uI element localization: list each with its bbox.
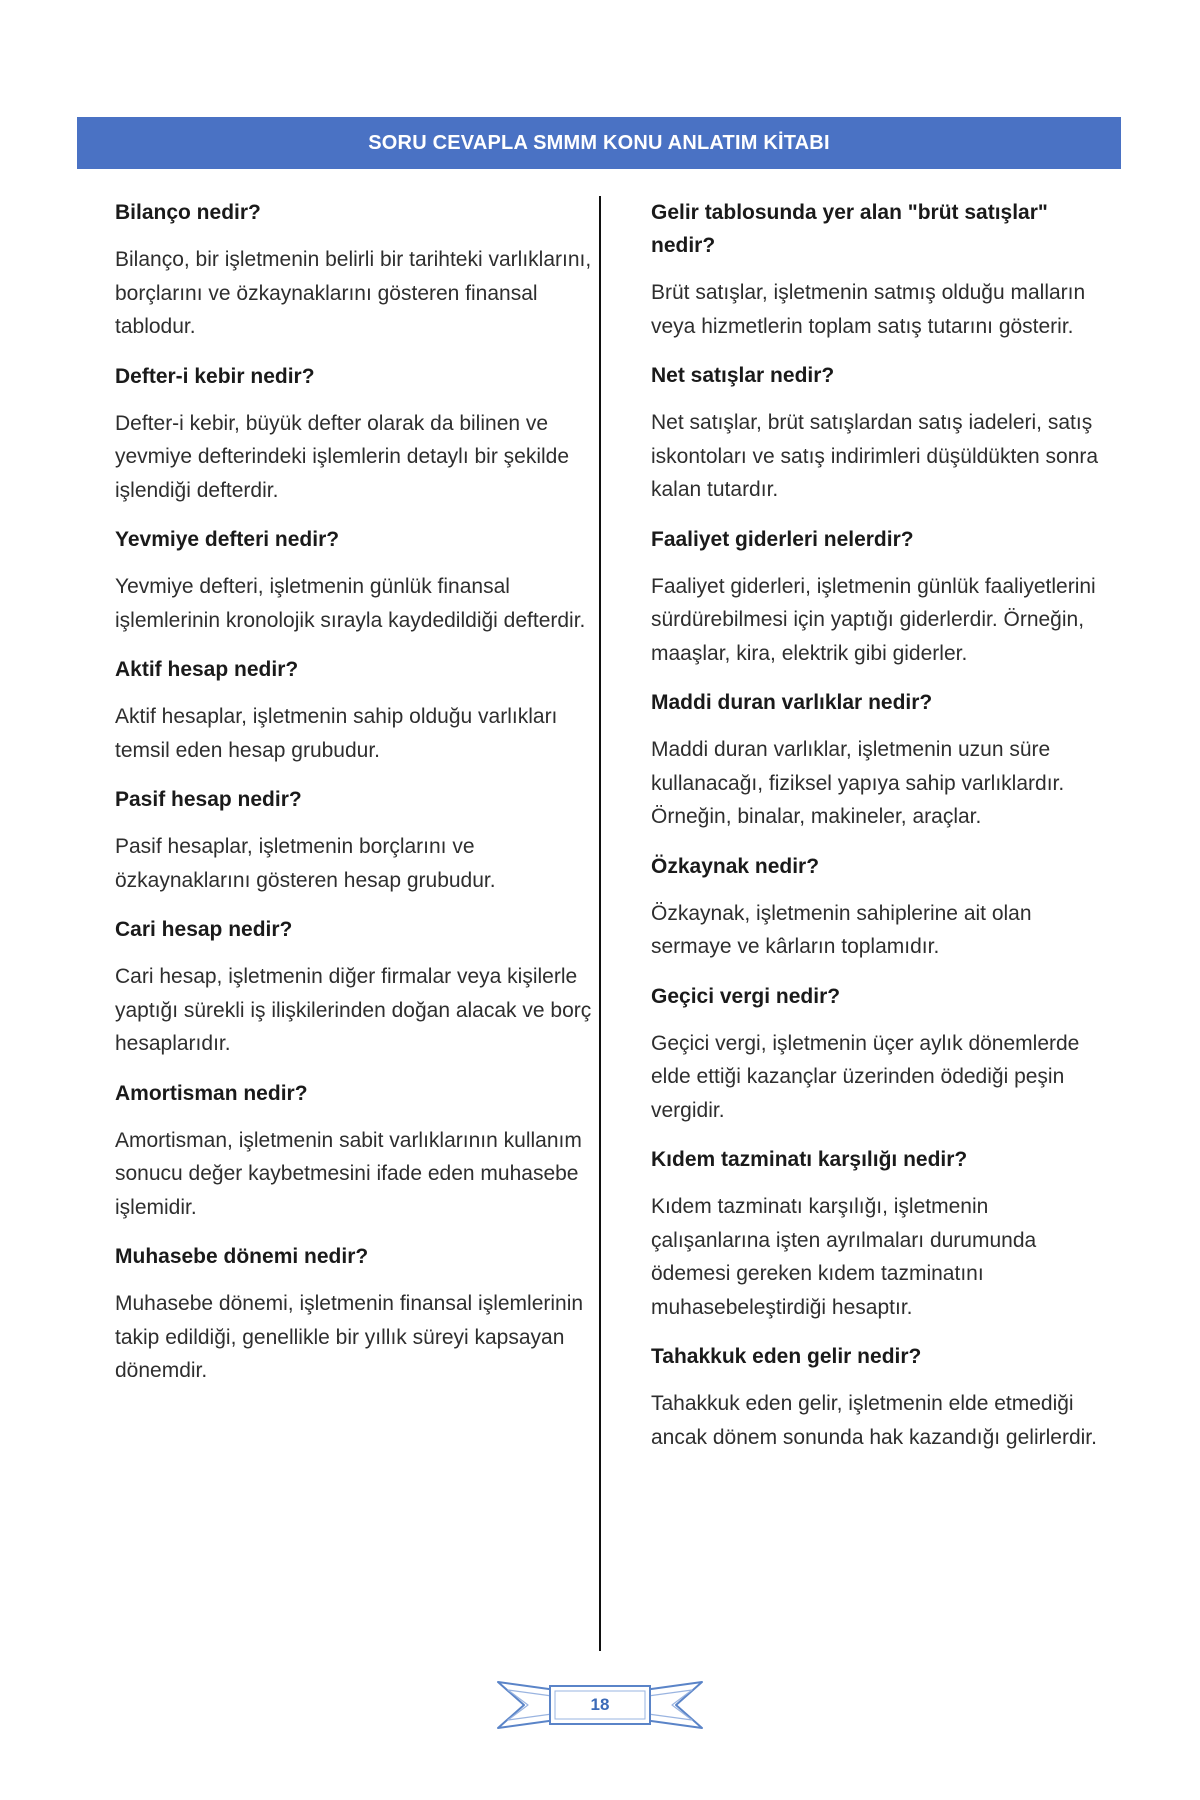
- answer-text: Özkaynak, işletmenin sahiplerine ait olan sermaye ve kârların toplamıdır.: [651, 901, 1032, 958]
- page-number-ribbon: [494, 1670, 706, 1736]
- qa-item: [651, 196, 1111, 343]
- answer-text: Cari hesap, işletmenin diğer firmalar veya kişilerle yaptığı sürekli iş ilişkilerinden doğan alacak ve borç hesaplarıdır.: [115, 965, 592, 1055]
- question-heading: Bilanço nedir?: [115, 201, 261, 224]
- question-heading: Cari hesap nedir?: [115, 918, 293, 941]
- answer-text: Maddi duran varlıklar, işletmenin uzun süre kullanacağı, fiziksel yapıya sahip varlıklardır. Örneğin, binalar, makineler, araçlar.: [651, 738, 1065, 828]
- qa-item: [115, 653, 595, 767]
- qa-item: [651, 980, 1111, 1128]
- qa-item: [651, 686, 1111, 834]
- qa-item: [115, 913, 595, 1061]
- qa-item: [115, 1077, 595, 1225]
- question-heading: Faaliyet giderleri nelerdir?: [651, 527, 914, 551]
- page-title: SORU CEVAPLA SMMM KONU ANLATIM KİTABI: [368, 131, 830, 154]
- answer-text: Kıdem tazminatı karşılığı, işletmenin çalışanlarına işten ayrılmaları durumunda ödemesi gereken kıdem tazminatını muhasebeleştirdiği hesaptır.: [651, 1195, 1037, 1319]
- qa-item: [651, 1340, 1111, 1454]
- answer-text: Net satışlar, brüt satışlardan satış iadeleri, satış iskontoları ve satış indirimleri düşüldükten sonra kalan tutardır.: [651, 411, 1099, 501]
- question-heading: Gelir tablosunda yer alan "brüt satışlar" nedir?: [651, 201, 1048, 257]
- answer-text: Amortisman, işletmenin sabit varlıklarının kullanım sonucu değer kaybetmesini ifade eden muhasebe işlemidir.: [115, 1128, 582, 1219]
- qa-item: [115, 360, 595, 508]
- page-number: 18: [590, 1695, 610, 1714]
- answer-text: Bilanço, bir işletmenin belirli bir tarihteki varlıklarını, borçlarını ve özkaynaklarını gösteren finansal tablodur.: [115, 248, 592, 338]
- answer-text: Defter-i kebir, büyük defter olarak da bilinen ve yevmiye defterindeki işlemlerin detaylı bir şekilde işlendiği defterdir.: [115, 411, 570, 502]
- question-heading: Tahakkuk eden gelir nedir?: [651, 1345, 922, 1368]
- qa-item: [651, 1143, 1111, 1324]
- qa-item: [115, 196, 595, 344]
- qa-item: [115, 783, 595, 897]
- question-heading: Maddi duran varlıklar nedir?: [651, 691, 933, 714]
- question-heading: Aktif hesap nedir?: [115, 658, 299, 681]
- question-heading: Kıdem tazminatı karşılığı nedir?: [651, 1148, 968, 1171]
- answer-text: Pasif hesaplar, işletmenin borçlarını ve özkaynaklarını gösteren hesap grubudur.: [115, 835, 496, 892]
- question-heading: Geçici vergi nedir?: [651, 984, 841, 1008]
- question-heading: Pasif hesap nedir?: [115, 788, 302, 811]
- answer-text: Faaliyet giderleri, işletmenin günlük faaliyetlerini sürdürebilmesi için yaptığı giderlerdir. Örneğin, maaşlar, kira, elektrik gibi giderler.: [651, 574, 1096, 665]
- answer-text: Yevmiye defteri, işletmenin günlük finansal işlemlerinin kronolojik sırayla kaydedildiği defterdir.: [115, 575, 586, 632]
- qa-item: [115, 523, 595, 637]
- left-column: [115, 196, 595, 1404]
- answer-text: Tahakkuk eden gelir, işletmenin elde etmediği ancak dönem sonunda hak kazandığı gelirlerdir.: [651, 1392, 1097, 1449]
- question-heading: Özkaynak nedir?: [651, 854, 820, 878]
- qa-item: [115, 1240, 595, 1388]
- question-heading: Defter-i kebir nedir?: [115, 364, 315, 388]
- qa-item: [651, 359, 1111, 507]
- answer-text: Aktif hesaplar, işletmenin sahip olduğu varlıkları temsil eden hesap grubudur.: [115, 705, 558, 762]
- answer-text: Brüt satışlar, işletmenin satmış olduğu malların veya hizmetlerin toplam satış tutarını gösterir.: [651, 281, 1086, 338]
- right-column: [651, 196, 1111, 1470]
- question-heading: Yevmiye defteri nedir?: [115, 528, 340, 551]
- answer-text: Geçici vergi, işletmenin üçer aylık dönemlerde elde ettiği kazançlar üzerinden ödediği peşin vergidir.: [651, 1031, 1080, 1122]
- question-heading: Net satışlar nedir?: [651, 364, 835, 387]
- header-bar: [77, 117, 1121, 169]
- question-heading: Amortisman nedir?: [115, 1081, 308, 1105]
- column-divider: [599, 196, 601, 1651]
- qa-item: [651, 850, 1111, 964]
- answer-text: Muhasebe dönemi, işletmenin finansal işlemlerinin takip edildiği, genellikle bir yıllık süreyi kapsayan dönemdir.: [115, 1292, 584, 1382]
- question-heading: Muhasebe dönemi nedir?: [115, 1245, 369, 1268]
- qa-item: [651, 523, 1111, 671]
